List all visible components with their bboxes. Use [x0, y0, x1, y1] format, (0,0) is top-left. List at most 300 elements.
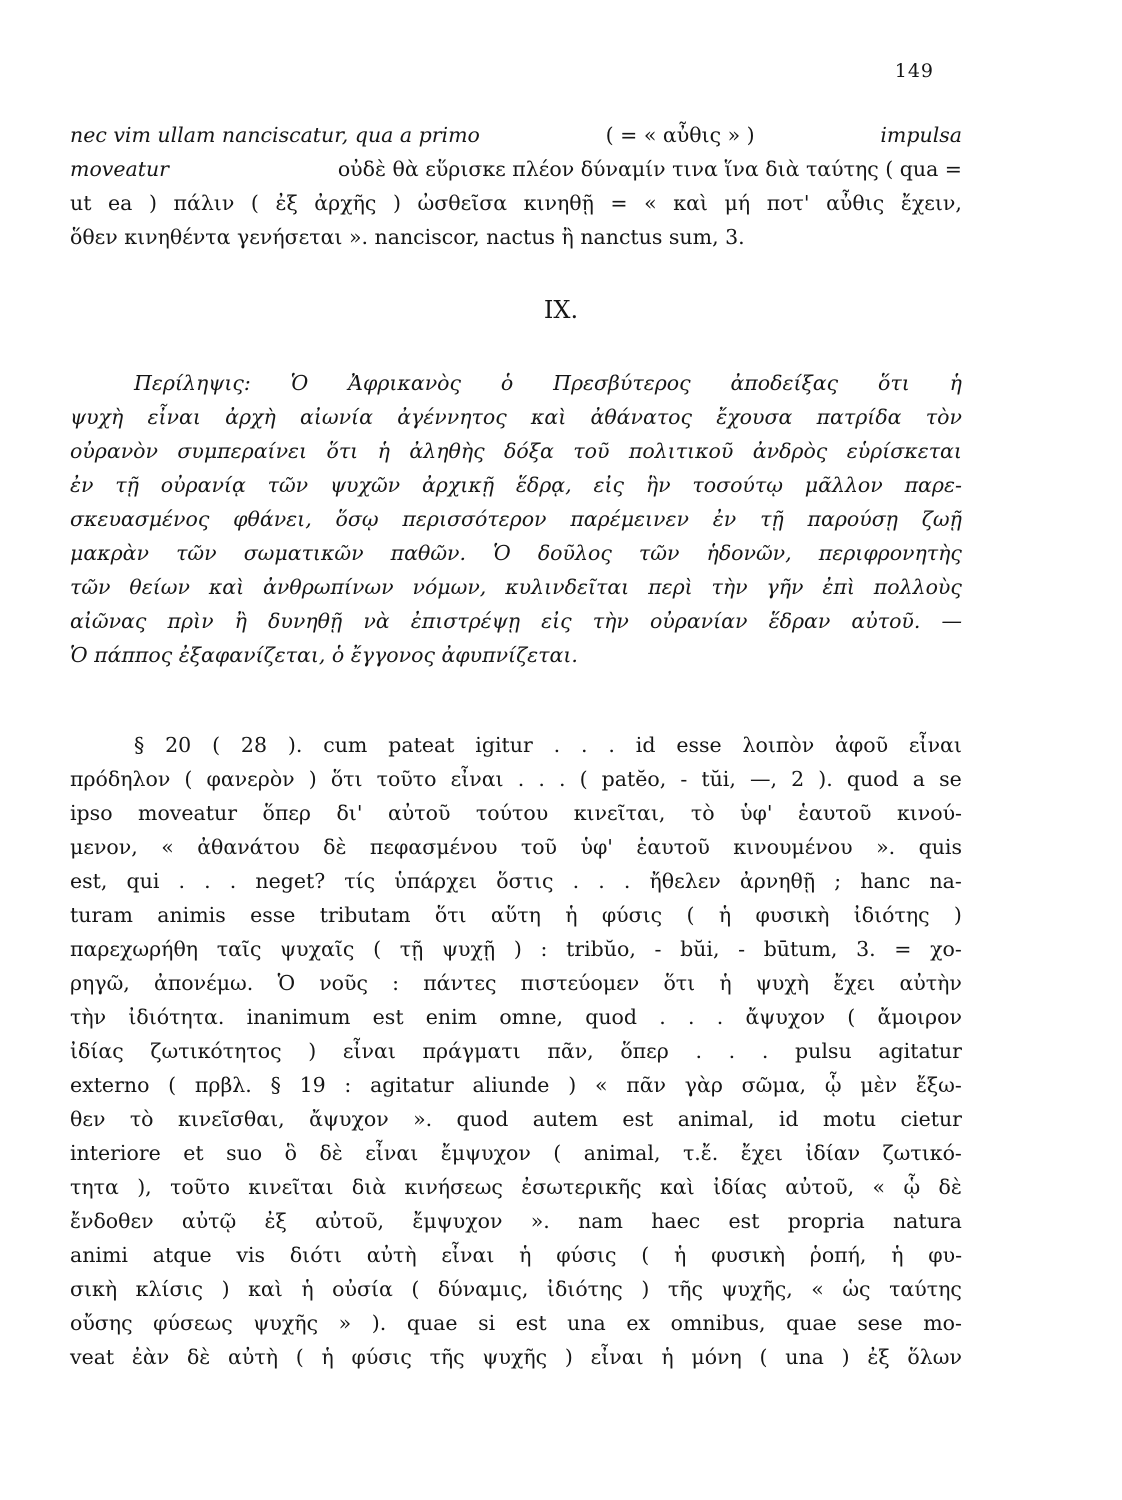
word: .: [608, 733, 615, 757]
word: id: [778, 1107, 799, 1131]
word: πάντες: [423, 971, 497, 995]
word: ».: [876, 835, 896, 859]
word: .: [558, 767, 566, 791]
word: ὅτι: [663, 971, 696, 995]
word: ἕδραν: [768, 609, 831, 633]
word: τούτου: [475, 801, 549, 825]
word: ).: [818, 767, 833, 791]
text-line: [70, 118, 962, 152]
word: δύναμις,: [437, 1277, 529, 1301]
word: σικὴ: [70, 1277, 118, 1301]
word: ἔχει: [740, 1141, 783, 1165]
word: τίς: [344, 869, 376, 893]
word: qui: [126, 869, 160, 893]
word: est,: [70, 869, 108, 893]
word: ex: [626, 1311, 651, 1335]
word: τὴν: [592, 609, 629, 633]
word: ἐξ: [275, 191, 298, 215]
word: τὴν: [70, 1005, 107, 1029]
word: ζωτικότητος: [150, 1039, 282, 1063]
word: ἀγέννητος: [397, 405, 507, 429]
word: εἶναι: [365, 1141, 419, 1165]
word: καὶ: [530, 405, 567, 429]
word: ἐξ: [867, 1345, 890, 1369]
word: χο-: [930, 937, 962, 961]
word: una: [785, 1345, 824, 1369]
word: Ὁ: [493, 541, 511, 565]
word: (: [579, 767, 588, 791]
word: ποτ': [766, 191, 810, 215]
word: δοῦλος: [537, 541, 612, 565]
word: ἐπιστρέψῃ: [410, 609, 521, 633]
word: τοῦτο: [170, 1175, 230, 1199]
word: ὡς: [842, 1277, 871, 1301]
word: quis: [918, 835, 962, 859]
word: καὶ: [248, 1277, 283, 1301]
word: ἤθελεν: [649, 869, 721, 893]
word: .: [572, 869, 580, 893]
word: εἰς: [593, 473, 624, 497]
word: εἶναι: [441, 1243, 495, 1267]
word: καὶ: [659, 1175, 695, 1199]
word: ): [564, 1345, 573, 1369]
word: ἐσωτερικῆς: [521, 1175, 642, 1199]
word: (: [373, 937, 382, 961]
word: patĕo,: [601, 767, 667, 791]
word: παρεχωρήθη: [70, 937, 199, 961]
word: .: [204, 869, 211, 893]
word: ): [221, 1277, 230, 1301]
word: τὸ: [129, 1107, 154, 1131]
word: 19: [299, 1073, 326, 1097]
word: ).: [371, 1311, 387, 1335]
section-heading: IX.: [543, 296, 579, 324]
word: ψυχὴ: [755, 971, 810, 995]
word: ἔχειν,: [900, 191, 962, 215]
word: ἰδιότητα.: [128, 1005, 225, 1029]
word: ψυχῶν: [329, 473, 401, 497]
text-segment: οὐδὲ θὰ εὕρισκε πλέον δύναμίν τινα ἵνα διὰ ταύτης ( qua =: [337, 157, 962, 181]
word: .: [716, 1005, 724, 1029]
word: ): [392, 191, 401, 215]
word: ἀρχικῇ: [421, 473, 495, 497]
word: εἰς: [541, 609, 572, 633]
word: haec: [651, 1209, 701, 1233]
word: .: [695, 1039, 703, 1063]
word: ): [841, 1345, 850, 1369]
text-line: Ὁ πάππος ἐξαφανίζεται, ὁ ἔγγονος ἀφυπνίζεται.: [70, 643, 578, 667]
word: περὶ: [648, 575, 693, 599]
word: ρηγῶ,: [70, 971, 130, 995]
word: ἡ: [949, 371, 962, 395]
word: τοῦ: [573, 439, 610, 463]
word: τητα: [70, 1175, 119, 1199]
word: ἢ: [234, 609, 247, 633]
word: vis: [236, 1243, 266, 1267]
word: αὕτη: [490, 903, 541, 927]
word: est: [372, 1005, 404, 1029]
word: ἀποδείξας: [730, 371, 839, 395]
word: οὐρανὸν: [70, 439, 158, 463]
word: ἀπονέμω.: [153, 971, 254, 995]
text-line: [70, 796, 962, 830]
word: tŭi,: [701, 767, 736, 791]
word: (: [168, 1073, 177, 1097]
word: quae: [786, 1311, 837, 1335]
word: τὸ: [690, 801, 715, 825]
word: ἀρχῆς: [314, 191, 377, 215]
word: est: [728, 1209, 760, 1233]
word: omnibus,: [670, 1311, 766, 1335]
text-line: [70, 1340, 962, 1374]
text-line: [70, 898, 962, 932]
word: ὅτι: [878, 371, 910, 395]
word: παρε-: [904, 473, 962, 497]
word: .: [687, 1005, 695, 1029]
word: Ὁ: [290, 371, 309, 395]
word: φύσεως: [153, 1311, 233, 1335]
word: ἕδρᾳ,: [515, 473, 572, 497]
word: ἀρχὴ: [225, 405, 276, 429]
word: būtum,: [763, 937, 838, 961]
word: quae: [406, 1311, 458, 1335]
word: ἐξ: [264, 1209, 287, 1233]
text-line: [70, 220, 962, 254]
word: animi: [70, 1243, 128, 1267]
word: περισσότερον: [402, 507, 547, 531]
word: ψυχαῖς: [280, 937, 355, 961]
word: bŭi,: [680, 937, 720, 961]
word: ἑαυτοῦ: [798, 801, 872, 825]
word: αἰωνία: [300, 405, 373, 429]
text-segment: ( = « αὖθις » ): [605, 123, 755, 147]
word: αὐτὴ: [228, 1345, 278, 1369]
word: ἔξω-: [915, 1073, 962, 1097]
word: esse: [250, 903, 296, 927]
word: αὐτοῦ,: [315, 1209, 385, 1233]
word: ὅπερ: [262, 801, 311, 825]
word: ἔνδοθεν: [70, 1209, 154, 1233]
word: atque: [152, 1243, 212, 1267]
word: -: [654, 937, 662, 961]
word: εἶναι: [147, 405, 201, 429]
word: (: [411, 1277, 420, 1301]
word: ἄμοιρον: [877, 1005, 962, 1029]
word: quod: [585, 1005, 637, 1029]
word: τὴν: [711, 575, 748, 599]
word: ): [308, 767, 317, 791]
word: ὅστις: [496, 869, 554, 893]
word: tribŭo,: [566, 937, 636, 961]
word: ὠσθεῖσα: [417, 191, 508, 215]
word: ἀθανάτου: [197, 835, 300, 859]
word: κινού-: [896, 801, 962, 825]
word: φυσικὴ: [711, 1243, 786, 1267]
word: τῶν: [70, 575, 111, 599]
word: §: [270, 1073, 281, 1097]
word: τὸν: [925, 405, 962, 429]
word: .: [581, 733, 588, 757]
word: agitatur: [370, 1073, 454, 1097]
word: .: [229, 869, 237, 893]
word: καὶ: [208, 575, 245, 599]
word: τῇ: [399, 937, 424, 961]
text-line: [70, 1272, 962, 1306]
word: Ὁ: [277, 971, 296, 995]
word: =: [894, 937, 912, 961]
word: §: [134, 733, 145, 757]
word: cum: [323, 733, 368, 757]
text-line: [70, 762, 962, 796]
word: -: [738, 937, 746, 961]
word: ): [513, 937, 522, 961]
word: παρούσῃ: [807, 507, 898, 531]
word: animis: [157, 903, 226, 927]
word: igitur: [475, 733, 533, 757]
word: πρὶν: [167, 609, 214, 633]
word: ): [308, 1039, 317, 1063]
word: (: [847, 1005, 856, 1029]
word: ἀνθρωπίνων: [263, 575, 394, 599]
word: ζωτικό-: [882, 1141, 962, 1165]
word: ἐπὶ: [822, 575, 855, 599]
word: veat: [70, 1345, 115, 1369]
word: αἰῶνας: [70, 609, 147, 633]
word: ἡδονῶν,: [706, 541, 792, 565]
word: ἰδίας: [70, 1039, 124, 1063]
word: (: [686, 903, 695, 927]
word: ),: [137, 1175, 152, 1199]
word: ἐὰν: [131, 1345, 170, 1369]
word: ἔχει: [833, 971, 876, 995]
word: animal,: [677, 1107, 755, 1131]
word: motu: [822, 1107, 877, 1131]
word: ἡ: [719, 971, 732, 995]
word: 3.: [856, 937, 876, 961]
word: τῶν: [176, 541, 217, 565]
word: nam: [578, 1209, 623, 1233]
word: ἰδιότης: [546, 1277, 623, 1301]
word: διότι: [289, 1243, 342, 1267]
word: νοῦς: [319, 971, 368, 995]
word: πάλιν: [173, 191, 235, 215]
word: autem: [532, 1107, 598, 1131]
word: id: [635, 733, 656, 757]
word: νὰ: [363, 609, 390, 633]
word: ὅτι: [326, 439, 359, 463]
word: πολλοὺς: [873, 575, 962, 599]
word: φύσις: [351, 1345, 412, 1369]
word: πολιτικοῦ: [628, 439, 734, 463]
word: δὲ: [323, 835, 347, 859]
word: παρέμεινεν: [570, 507, 689, 531]
word: ψυχῇ: [441, 937, 496, 961]
word: ἡ: [519, 1243, 532, 1267]
word: περιφρονητὴς: [818, 541, 962, 565]
text-segment: moveatur: [70, 157, 169, 181]
word: quod: [846, 767, 899, 791]
text-line: [70, 1034, 962, 1068]
word: ut: [70, 191, 92, 215]
word: ἰδίαν: [805, 1141, 861, 1165]
word: .: [728, 1039, 736, 1063]
word: τ.ἔ.: [682, 1141, 719, 1165]
text-line: [70, 728, 962, 762]
word: φανερὸν: [206, 767, 295, 791]
word: «: [594, 1073, 608, 1097]
word: »: [338, 1311, 352, 1335]
word: Πρεσβύτερος: [553, 371, 691, 395]
text-line: [70, 1068, 962, 1102]
word: (: [184, 767, 193, 791]
word: externo: [70, 1073, 150, 1097]
summary-paragraph: [70, 366, 962, 672]
word: .: [659, 1005, 666, 1029]
word: ».: [530, 1209, 550, 1233]
word: φυσικὴ: [755, 903, 830, 927]
word: κλίσις: [135, 1277, 204, 1301]
word: μακρὰν: [70, 541, 149, 565]
word: propria: [787, 1209, 865, 1233]
word: .: [538, 767, 545, 791]
word: δὲ: [938, 1175, 962, 1199]
page-number: 149: [894, 60, 934, 82]
word: διὰ: [351, 1175, 387, 1199]
word: se: [939, 767, 962, 791]
word: 2: [791, 767, 805, 791]
word: ὅτι: [434, 903, 467, 927]
word: .: [178, 869, 186, 893]
word: pulsu: [795, 1039, 852, 1063]
word: ἡ: [565, 903, 578, 927]
word: οὐρανίαν: [649, 609, 748, 633]
word: αὖθις: [826, 191, 885, 215]
word: κινουμένου: [733, 835, 853, 859]
word: ὑπάρχει: [394, 869, 478, 893]
word: κυλινδεῖται: [505, 575, 630, 599]
word: animal,: [583, 1141, 661, 1165]
text-line: [70, 830, 962, 864]
word: ταῖς: [216, 937, 262, 961]
word: δὲ: [319, 1141, 343, 1165]
word: μή: [724, 191, 751, 215]
word: εἶναι: [908, 733, 962, 757]
word: οὐσία: [332, 1277, 393, 1301]
word: ἡ: [674, 1243, 687, 1267]
word: et: [183, 1141, 204, 1165]
word: παθῶν.: [390, 541, 467, 565]
word: ipso: [70, 801, 113, 825]
word: μὲν: [860, 1073, 898, 1097]
word: (: [553, 1141, 562, 1165]
word: ἀληθὴς: [409, 439, 485, 463]
word: φύσις: [556, 1243, 617, 1267]
word: «: [811, 1277, 824, 1301]
word: πράγματι: [422, 1039, 521, 1063]
word: ἄψυχον: [309, 1107, 389, 1131]
word: τοσούτῳ: [692, 473, 783, 497]
word: ὑφ': [580, 835, 613, 859]
text-line: [70, 1204, 962, 1238]
word: Περίληψις:: [134, 371, 251, 395]
word: εἶναι: [450, 767, 504, 791]
word: δυνηθῇ: [268, 609, 343, 633]
word: interiore: [70, 1141, 161, 1165]
text-line: [70, 536, 962, 570]
word: αὐτῷ: [181, 1209, 237, 1233]
word: τοῦ: [520, 835, 558, 859]
text-line: [70, 366, 962, 400]
word: -: [680, 767, 688, 791]
word: πατρίδα: [816, 405, 902, 429]
word: .: [623, 869, 631, 893]
word: (: [250, 191, 259, 215]
word: ἀθάνατος: [590, 405, 692, 429]
word: (: [212, 733, 221, 757]
word: ἀνδρὸς: [752, 439, 828, 463]
word: δι': [336, 801, 363, 825]
text-line: [70, 400, 962, 434]
word: σῶμα,: [741, 1073, 807, 1097]
text-line: [70, 152, 962, 186]
word: μόνη: [691, 1345, 742, 1369]
word: neget?: [255, 869, 326, 893]
word: ᾧ: [824, 1073, 842, 1097]
word: εἶναι: [342, 1039, 396, 1063]
word: ὁ: [500, 371, 514, 395]
text-line: [70, 604, 962, 638]
word: γὰρ: [684, 1073, 723, 1097]
word: ὅπερ: [620, 1039, 669, 1063]
word: σωματικῶν: [243, 541, 364, 565]
word: φυ-: [928, 1243, 962, 1267]
text-segment: impulsa: [880, 123, 962, 147]
word: 20: [165, 733, 192, 757]
word: εὑρίσκεται: [846, 439, 962, 463]
word: ἄψυχον: [745, 1005, 826, 1029]
word: —: [941, 609, 962, 633]
word: πρόδηλον: [70, 767, 171, 791]
word: .: [553, 733, 561, 757]
word: (: [295, 1345, 304, 1369]
word: αὐτοῦ,: [785, 1175, 855, 1199]
word: τῆς: [667, 1277, 703, 1301]
text-line: [70, 570, 962, 604]
text-line: [70, 864, 962, 898]
word: ): [953, 903, 962, 927]
word: ἀρνηθῇ: [739, 869, 816, 893]
word: agitatur: [878, 1039, 962, 1063]
word: ψυχῆς: [253, 1311, 319, 1335]
word: ).: [287, 733, 303, 757]
word: πιστεύομεν: [520, 971, 640, 995]
word: natura: [892, 1209, 962, 1233]
word: :: [392, 971, 400, 995]
word: νόμων,: [412, 575, 487, 599]
text-line: [70, 468, 962, 502]
word: ἐν: [70, 473, 94, 497]
word: τῇ: [760, 507, 784, 531]
word: ὃ: [284, 1141, 297, 1165]
word: ἡ: [718, 903, 732, 927]
word: omne,: [499, 1005, 563, 1029]
word: φύσις: [601, 903, 663, 927]
word: οὐρανίᾳ: [160, 473, 246, 497]
word: αὐτὴν: [899, 971, 962, 995]
word: τῶν: [638, 541, 680, 565]
word: sese: [857, 1311, 903, 1335]
word: φθάνει,: [233, 507, 312, 531]
